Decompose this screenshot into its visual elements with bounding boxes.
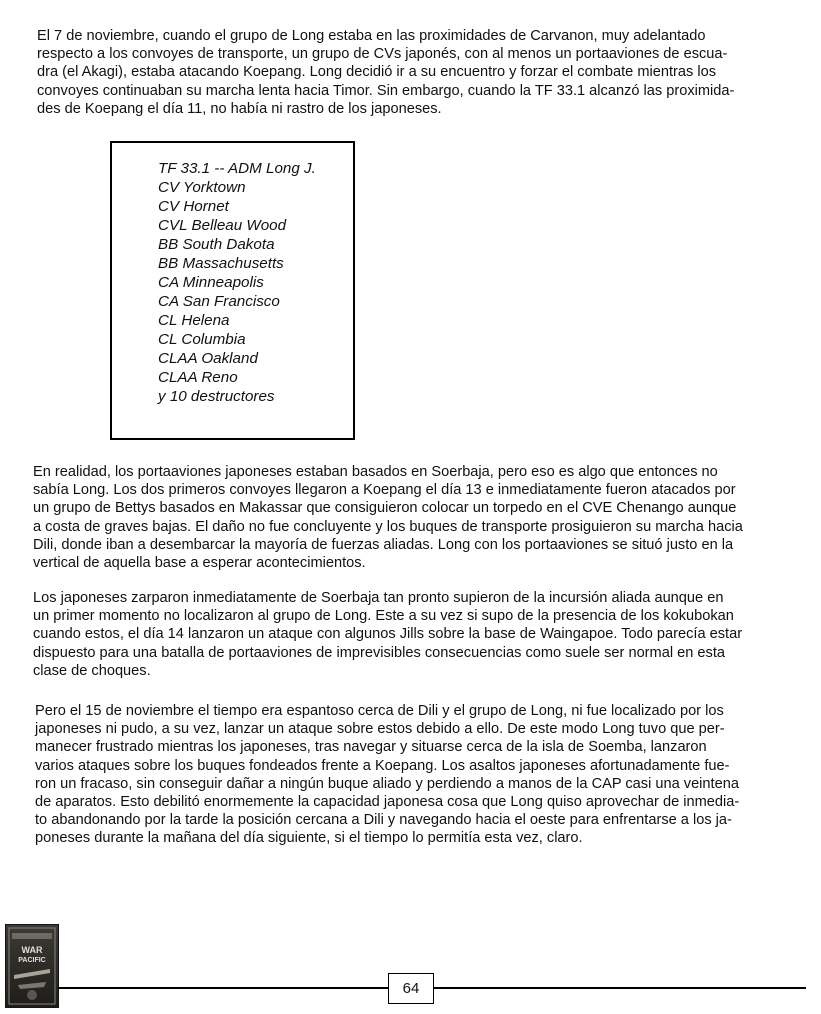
task-force-box (110, 141, 355, 440)
task-force-ship: BB South Dakota (158, 236, 275, 253)
task-force-ship: CL Columbia (158, 331, 246, 348)
game-cover-image (5, 924, 59, 1008)
task-force-ship: CVL Belleau Wood (158, 217, 287, 234)
task-force-title: TF 33.1 -- ADM Long J. (158, 160, 316, 177)
task-force-ship: CL Helena (158, 312, 230, 329)
task-force-ship: CV Yorktown (158, 179, 246, 196)
page-number: 64 (388, 973, 434, 1004)
task-force-ship: CLAA Oakland (158, 350, 258, 367)
paragraph-japanese-sortie: Los japoneses zarparon inmediatamente de Soerbaja tan pronto supieron de la incursión aliada aunque en un primer momento no localizaron al grupo de Long. Este a su vez si supo de la presencia de los kokubokan cuando estos, el día 14 lanzaron un ataque con algunos Jills sobre la base de Waingapoe. Todo parecía estar dispuesto para una batalla de portaaviones de imprevisibles consecuencias como suele ser normal en esta clase de choques. (33, 590, 743, 679)
paragraph-november-15: Pero el 15 de noviembre el tiempo era espantoso cerca de Dili y el grupo de Long, ni fue localizado por los japoneses ni pudo, a su vez, lanzar un ataque sobre estos debido a ello. De este modo Long tuvo que per- manecer frustrado mientras los japoneses, tras navegar y situarse cerca de la isla de Soemba, lanzaron varios ataques sobre los buques fondeados frente a Koepang. Los asaltos japoneses afortunadamente fue- ron un fracaso, sin conseguir dañar a ningún buque aliado y perdiendo a manos de la CAP casi una veintena de aparatos. Esto debilitó enormemente la capacidad japonesa cosa que Long quiso aprovechar de inmedia- to abandonando por la tarde la posición cercana a Dili y navegando hacia el oeste para enfrentarse a los ja- poneses durante la mañana del día siguiente, si el tiempo lo permitía esta vez, claro. (35, 703, 740, 847)
task-force-list (158, 159, 316, 406)
paragraph-intro: El 7 de noviembre, cuando el grupo de Long estaba en las proximidades de Carvanon, muy adelantado respecto a los convoyes de transporte, un grupo de CVs japonés, con al menos un portaaviones de escua- dra (el Akagi), estaba atacando Koepang. Long decidió ir a su encuentro y forzar el combate mientras los convoyes continuaban su marcha lenta hacia Timor. Sin embargo, cuando la TF 33.1 alcanzó las proximida- des de Koepang el día 11, no había ni rastro de los japoneses. (37, 28, 735, 117)
task-force-ship: CA Minneapolis (158, 274, 264, 291)
task-force-ship: y 10 destructores (158, 388, 275, 405)
task-force-ship: BB Massachusetts (158, 255, 284, 272)
task-force-ship: CV Hornet (158, 198, 229, 215)
cover-title-line2: PACIFIC (18, 957, 46, 964)
task-force-ship: CA San Francisco (158, 293, 280, 310)
task-force-ship: CLAA Reno (158, 369, 238, 386)
cover-title-line1: WAR (21, 945, 43, 955)
paragraph-reality: En realidad, los portaaviones japoneses estaban basados en Soerbaja, pero eso es algo que entonces no sabía Long. Los dos primeros convoyes llegaron a Koepang el día 13 e inmediatamente fueron atacados por un grupo de Bettys basados en Makassar que consiguieron colocar un torpedo en el CVE Chenango aunque a costa de graves bajas. El daño no fue concluyente y los buques de transporte prosiguieron su marcha hacia Dili, donde iban a desembarcar la mayoría de fuerzas aliadas. Long con los portaaviones se situó justo en la vertical de aquella base a esperar acontecimientos. (33, 464, 743, 572)
game-cover-art (6, 925, 58, 1007)
